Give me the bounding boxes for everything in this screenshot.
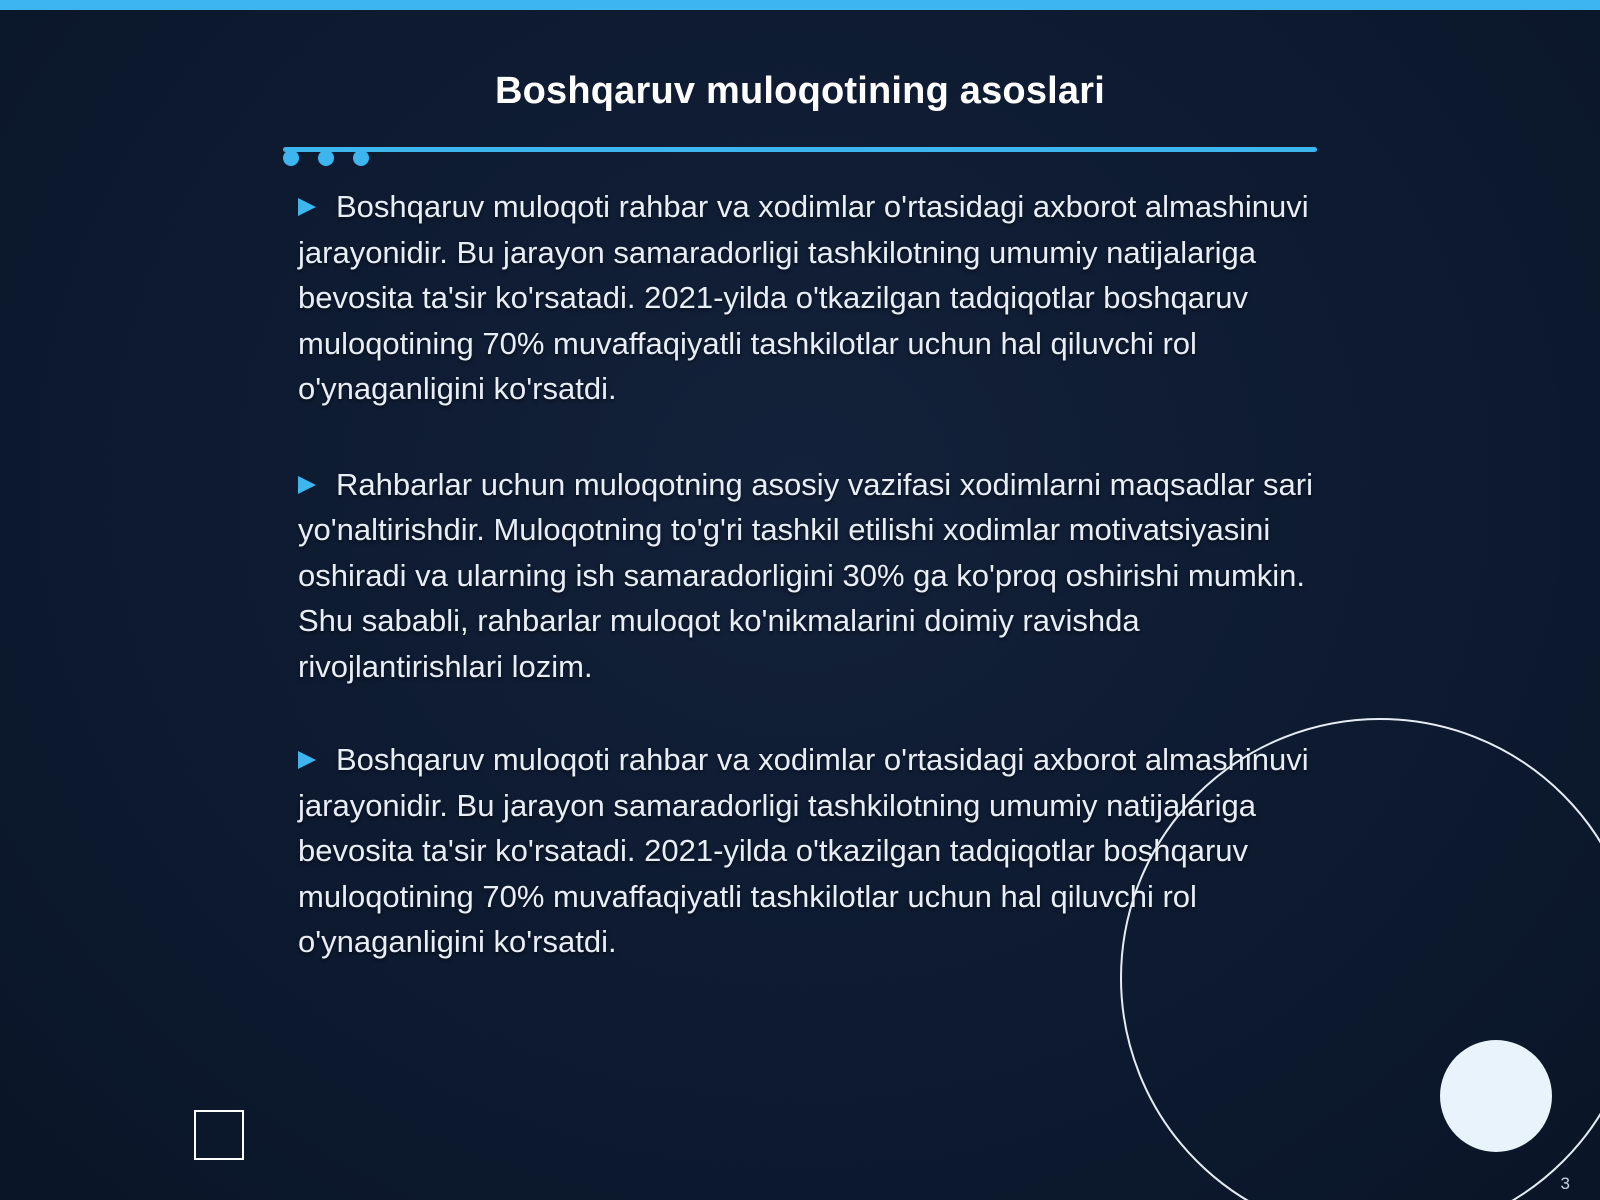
divider-dot (318, 150, 334, 166)
bullet-text: Rahbarlar uchun muloqotning asosiy vazifasi xodimlarni maqsadlar sari yo'naltirishdir. Muloqotning to'g'ri tashkil etilishi xodimlar motivatsiyasini oshiradi va ularning ish samaradorligini 30% ga ko'proq oshirishi mumkin. Shu sababli, rahbarlar muloqot ko'nikmalarini doimiy ravishda rivojlantirishlari lozim. (298, 466, 1313, 684)
triangle-right-icon (298, 476, 316, 494)
divider-dot (283, 150, 299, 166)
divider-dot (353, 150, 369, 166)
slide-title: Boshqaruv muloqotining asoslari (494, 70, 1106, 112)
bullet-text: Boshqaruv muloqoti rahbar va xodimlar o'rtasidagi axborot almashinuvi jarayonidir. Bu jarayon samaradorligi tashkilotning umumiy natijalariga bevosita ta'sir ko'rsatadi. 2021-yilda o'tkazilgan tadqiqotlar boshqaruv muloqotining 70% muvaffaqiyatli tashkilotlar uchun hal qiluvchi rol o'ynaganligini ko'rsatdi. (298, 742, 1309, 959)
top-accent-bar (0, 0, 1600, 10)
triangle-right-icon (298, 751, 316, 769)
bullet-text: Boshqaruv muloqoti rahbar va xodimlar o'rtasidagi axborot almashinuvi jarayonidir. Bu jarayon samaradorligi tashkilotning umumiy natijalariga bevosita ta'sir ko'rsatadi. 2021-yilda o'tkazilgan tadqiqotlar boshqaruv muloqotining 70% muvaffaqiyatli tashkilotlar uchun hal qiluvchi rol o'ynaganligini ko'rsatdi. (298, 189, 1309, 406)
bullet-paragraph (298, 184, 1318, 412)
decorative-circle-filled (1440, 1040, 1552, 1152)
page-number: 3 (1560, 1174, 1570, 1193)
title-divider (283, 147, 1317, 152)
decorative-square (194, 1110, 244, 1160)
bullet-paragraph (298, 462, 1318, 690)
triangle-right-icon (298, 198, 316, 216)
